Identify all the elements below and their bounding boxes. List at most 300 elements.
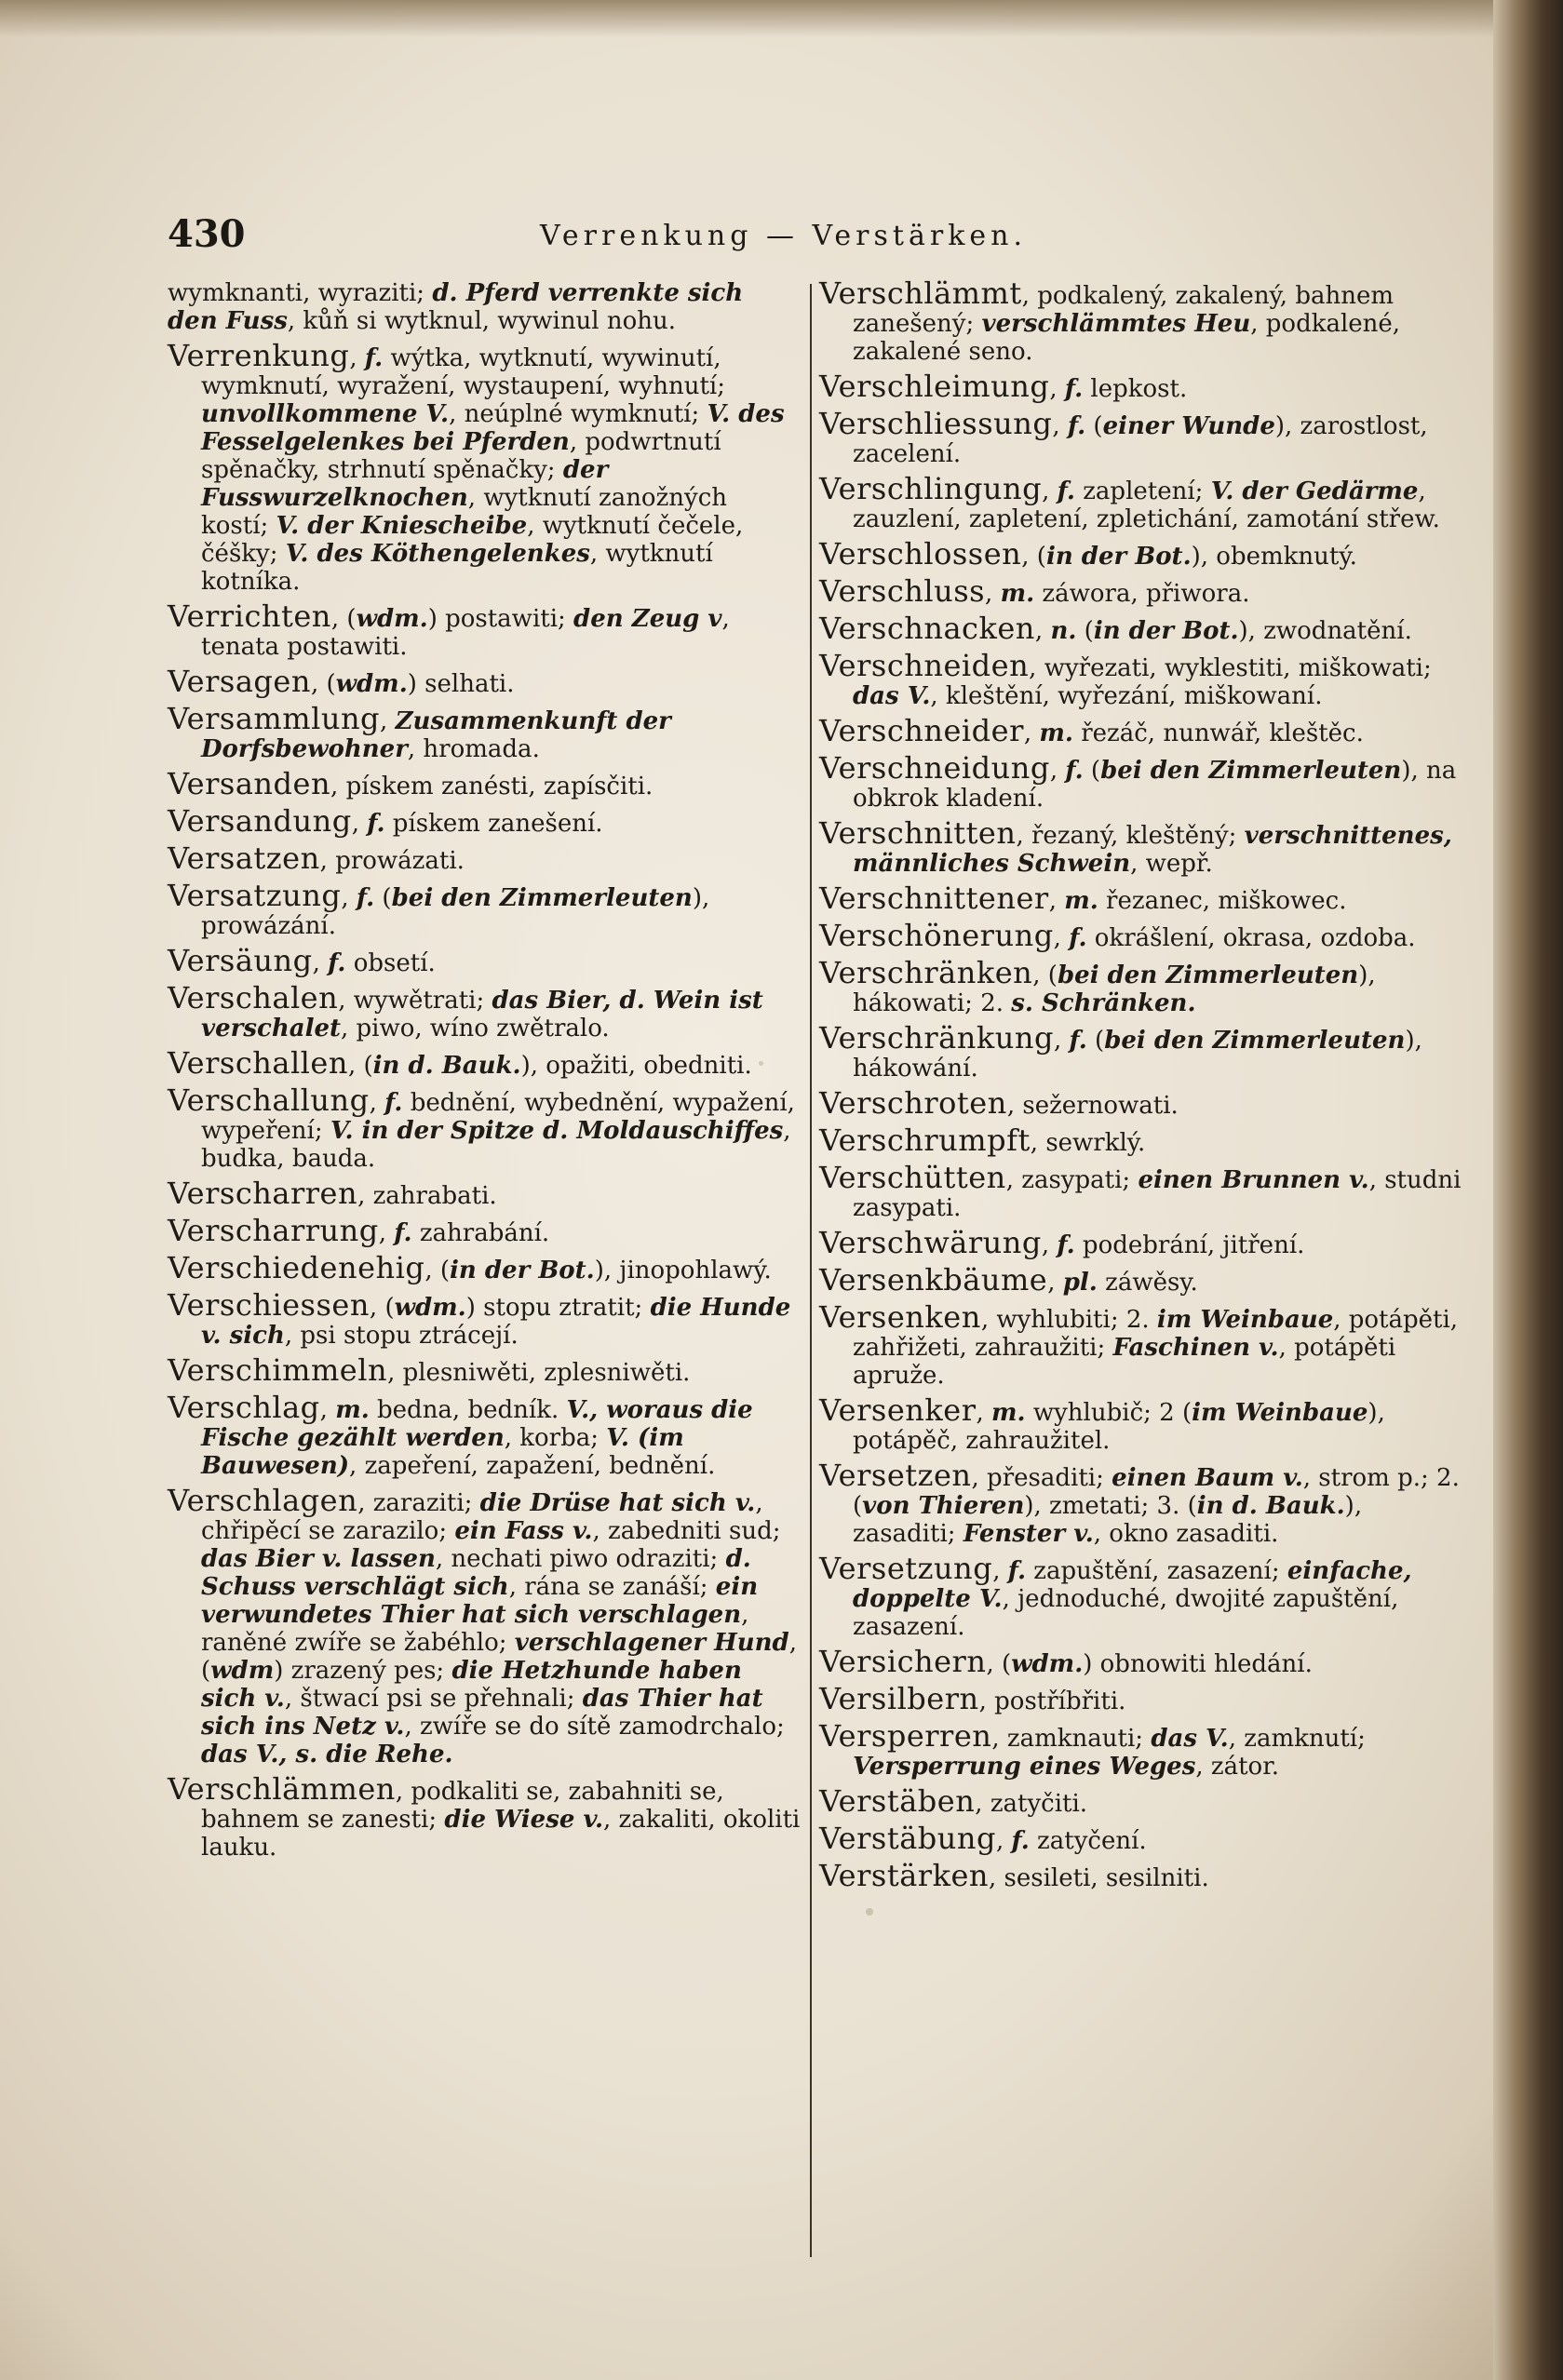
entry-german-phrase: m. bbox=[1064, 887, 1098, 915]
entry-definition: ( bbox=[374, 884, 392, 912]
dictionary-entry bbox=[819, 1681, 1462, 1716]
entry-german-phrase: f. bbox=[384, 1089, 403, 1117]
entry-definition: , ( bbox=[201, 1629, 797, 1685]
entry-definition: , budka, bauda. bbox=[201, 1117, 791, 1173]
left-column bbox=[168, 279, 801, 1868]
entry-definition: , neúplné wymknutí; bbox=[449, 400, 707, 428]
entry-german-phrase: f. bbox=[1067, 412, 1086, 440]
entry-german-phrase: in der Bot. bbox=[450, 1257, 595, 1284]
entry-headword: Versandung bbox=[168, 803, 352, 839]
entry-definition: , ( bbox=[1021, 543, 1046, 571]
entry-headword: Verstäben bbox=[819, 1783, 976, 1819]
entry-headword: Verschlämmen bbox=[168, 1771, 396, 1807]
entry-definition: ) selhati. bbox=[407, 670, 515, 698]
entry-german-phrase: die Wiese v. bbox=[444, 1806, 603, 1834]
entry-german-phrase: f. bbox=[1069, 1027, 1087, 1055]
dictionary-entry bbox=[168, 766, 801, 801]
entry-german-phrase: ein verwundetes Thier hat sich verschlagen bbox=[201, 1573, 759, 1629]
entry-definition: ), zarostlost, zacelení. bbox=[853, 412, 1428, 468]
entry-definition: , okno zasaditi. bbox=[1093, 1520, 1279, 1548]
dictionary-entry bbox=[819, 918, 1462, 953]
entry-definition: , wytknutí kotníka. bbox=[201, 540, 713, 596]
entry-german-phrase: bei den Zimmerleuten bbox=[1057, 961, 1359, 989]
entry-definition: wymknanti, wyraziti; bbox=[168, 279, 433, 307]
entry-headword: Verstäbung bbox=[819, 1821, 996, 1856]
dictionary-entry bbox=[819, 713, 1462, 748]
entry-german-phrase: V. (im Bauwesen) bbox=[201, 1424, 684, 1480]
entry-german-phrase: im Weinbaue bbox=[1156, 1306, 1334, 1334]
entry-headword: Versenker bbox=[819, 1392, 977, 1428]
dictionary-entry bbox=[168, 1082, 801, 1173]
entry-definition: , psi stopu ztrácejí. bbox=[284, 1322, 519, 1350]
entry-definition: , chřipěcí se zarazilo; bbox=[201, 1489, 763, 1545]
entry-definition: wyhlubič; 2 ( bbox=[1025, 1399, 1192, 1427]
entry-definition: zapletení; bbox=[1074, 477, 1211, 505]
dictionary-entry bbox=[819, 1262, 1462, 1298]
entry-german-phrase: in der Bot. bbox=[1045, 543, 1192, 571]
entry-headword: Verschliessung bbox=[819, 406, 1053, 441]
entry-definition: wýtka, wytknutí, wywinutí, wymknutí, wyražení, wystaupení, wyhnutí; bbox=[201, 344, 725, 400]
dictionary-entry bbox=[819, 611, 1462, 646]
dictionary-entry bbox=[819, 369, 1462, 404]
entry-definition: , bbox=[349, 344, 365, 372]
entry-headword: Versetzen bbox=[819, 1458, 972, 1493]
entry-definition: zapuštění, zasazení; bbox=[1026, 1557, 1287, 1585]
entry-definition: , zahrabati. bbox=[357, 1182, 497, 1210]
entry-german-phrase: f. bbox=[356, 884, 375, 912]
entry-headword: Verschroten bbox=[819, 1085, 1007, 1121]
entry-definition: ) postawiti; bbox=[427, 605, 574, 633]
right-column bbox=[819, 276, 1462, 1899]
entry-headword: Verschallung bbox=[168, 1082, 370, 1118]
dictionary-entry bbox=[168, 980, 801, 1042]
entry-headword: Verschwärung bbox=[819, 1225, 1042, 1260]
entry-definition: ), obemknutý. bbox=[1191, 543, 1357, 571]
entry-german-phrase: f. bbox=[1007, 1557, 1027, 1585]
entry-definition: , studni zasypati. bbox=[853, 1166, 1462, 1222]
entry-german-phrase: von Thieren bbox=[862, 1492, 1025, 1520]
dictionary-entry bbox=[819, 1644, 1462, 1679]
entry-definition: , wyřezati, wyklestiti, miškowati; bbox=[1029, 654, 1432, 682]
entry-definition: ( bbox=[1076, 617, 1094, 645]
dictionary-entry bbox=[819, 1551, 1462, 1641]
dictionary-entry bbox=[819, 1299, 1462, 1390]
dictionary-entry bbox=[819, 1718, 1462, 1781]
entry-headword: Versenken bbox=[819, 1299, 981, 1335]
entry-headword: Verschiedenehig bbox=[168, 1250, 425, 1285]
entry-german-phrase: f. bbox=[1011, 1827, 1030, 1855]
page-top-edge bbox=[0, 0, 1563, 37]
entry-german-phrase: den Zeug v bbox=[573, 605, 722, 633]
entry-german-phrase: V. des Köthengelenkes bbox=[285, 540, 590, 568]
entry-definition: ), hákowati; 2. bbox=[853, 961, 1376, 1017]
entry-german-phrase: V. in der Spitze d. Moldauschiffes bbox=[330, 1117, 784, 1145]
entry-definition: , bbox=[1048, 887, 1065, 915]
dictionary-entry bbox=[819, 1458, 1462, 1548]
entry-german-phrase: d. Schuss verschlägt sich bbox=[201, 1545, 751, 1601]
dictionary-entry bbox=[819, 1821, 1462, 1856]
entry-definition: , kůň si wytknul, wywinul nohu. bbox=[287, 307, 677, 335]
dictionary-entry bbox=[819, 1085, 1462, 1121]
running-title: Verrenkung — Verstärken. bbox=[540, 220, 1027, 252]
entry-headword: Versetzung bbox=[819, 1551, 993, 1586]
entry-headword: Verschlingung bbox=[819, 471, 1043, 506]
entry-headword: Verschluss bbox=[819, 573, 986, 609]
entry-definition: , zauzlení, zapletení, zpletichání, zamotání střew. bbox=[853, 477, 1440, 533]
entry-definition: , sewrklý. bbox=[1030, 1129, 1146, 1157]
entry-headword: Verschnacken bbox=[819, 611, 1035, 646]
entry-german-phrase: bei den Zimmerleuten bbox=[1104, 1027, 1406, 1055]
entry-definition: , bbox=[985, 580, 1001, 608]
entry-headword: Verschnitten bbox=[819, 815, 1017, 851]
entry-german-phrase: die Drüse hat sich v. bbox=[479, 1489, 756, 1517]
entry-german-phrase: das V. bbox=[1151, 1725, 1229, 1753]
entry-definition: ( bbox=[1083, 757, 1101, 785]
dictionary-entry bbox=[819, 955, 1462, 1017]
entry-definition: , bbox=[1042, 477, 1058, 505]
entry-definition: , ( bbox=[424, 1257, 451, 1284]
entry-german-phrase: n. bbox=[1050, 617, 1077, 645]
dictionary-entry bbox=[819, 471, 1462, 533]
dictionary-entry bbox=[819, 573, 1462, 609]
entry-definition: , plesniwěti, zplesniwěti. bbox=[387, 1359, 691, 1387]
entry-definition: , sežernowati. bbox=[1006, 1092, 1179, 1120]
entry-german-phrase: wdm. bbox=[1011, 1650, 1084, 1678]
book-spine bbox=[1493, 0, 1563, 2380]
entry-definition: , sesileti, sesilniti. bbox=[989, 1864, 1209, 1892]
entry-definition: podebrání, jitření. bbox=[1074, 1231, 1305, 1259]
entry-definition: , rána se zanáší; bbox=[508, 1573, 716, 1601]
entry-headword: Verschränkung bbox=[819, 1020, 1054, 1056]
entry-definition: , potápěti, zahřižeti, zahraužiti; bbox=[853, 1306, 1459, 1362]
entry-definition: , bbox=[1041, 1231, 1058, 1259]
dictionary-entry bbox=[819, 1020, 1462, 1082]
entry-definition: , nechati piwo odraziti; bbox=[435, 1545, 726, 1573]
dictionary-entry bbox=[819, 1392, 1462, 1455]
dictionary-entry bbox=[819, 648, 1462, 710]
entry-definition: , bbox=[341, 884, 357, 912]
entry-headword: Verscharrung bbox=[168, 1213, 379, 1248]
entry-german-phrase: das V., s. die Rehe. bbox=[201, 1741, 453, 1768]
entry-german-phrase: der Fusswurzelknochen bbox=[201, 456, 609, 512]
dictionary-entry bbox=[819, 276, 1462, 366]
entry-definition: , jednoduché, dwojité zapuštění, zasazení. bbox=[853, 1585, 1399, 1641]
entry-headword: Verschiessen bbox=[168, 1287, 370, 1323]
entry-headword: Verschlämmt bbox=[819, 276, 1022, 311]
dictionary-entry bbox=[168, 1771, 801, 1862]
entry-definition: , bbox=[1053, 924, 1070, 952]
entry-definition: řezanec, miškowec. bbox=[1098, 887, 1347, 915]
entry-headword: Versammlung bbox=[168, 701, 381, 736]
entry-definition: , zapeření, zapažení, bednění. bbox=[349, 1452, 716, 1480]
entry-german-phrase: d. Pferd verrenkte sich den Fuss bbox=[168, 279, 744, 335]
entry-headword: Verrenkung bbox=[168, 338, 350, 373]
entry-headword: Verschönerung bbox=[819, 918, 1054, 953]
entry-definition: , bbox=[312, 949, 329, 977]
entry-german-phrase: f. bbox=[328, 949, 346, 977]
entry-german-phrase: Versperrung eines Weges bbox=[853, 1753, 1196, 1781]
dictionary-entry bbox=[819, 1160, 1462, 1222]
dictionary-entry bbox=[168, 1176, 801, 1211]
entry-definition: ), jinopohlawý. bbox=[594, 1257, 772, 1284]
entry-german-phrase: in der Bot. bbox=[1093, 617, 1239, 645]
entry-definition: , ( bbox=[369, 1294, 395, 1322]
entry-definition: , ( bbox=[1032, 961, 1058, 989]
entry-german-phrase: das Thier hat sich ins Netz v. bbox=[201, 1685, 763, 1741]
entry-german-phrase: wdm bbox=[210, 1657, 275, 1685]
entry-definition: pískem zanešení. bbox=[384, 810, 603, 838]
entry-definition: lepkost. bbox=[1083, 375, 1188, 403]
entry-german-phrase: f. bbox=[1065, 757, 1084, 785]
entry-german-phrase: m. bbox=[335, 1396, 370, 1424]
entry-headword: Versagen bbox=[168, 664, 311, 699]
dictionary-entry bbox=[819, 1858, 1462, 1893]
entry-headword: Versäung bbox=[168, 943, 313, 978]
entry-german-phrase: das Bier v. lassen bbox=[201, 1545, 436, 1573]
entry-headword: Verschneider bbox=[819, 713, 1024, 748]
entry-german-phrase: verschlämmtes Heu bbox=[981, 310, 1251, 338]
entry-definition: , zwíře se do sítě zamodrchalo; bbox=[404, 1713, 785, 1741]
entry-definition: záwěsy. bbox=[1097, 1269, 1198, 1297]
dictionary-entry bbox=[819, 815, 1462, 878]
entry-german-phrase: s. Schränken. bbox=[1011, 989, 1196, 1017]
entry-definition: ) obnowiti hledání. bbox=[1083, 1650, 1313, 1678]
entry-german-phrase: verschlagener Hund bbox=[514, 1629, 789, 1657]
entry-definition: , pískem zanésti, zapísčiti. bbox=[330, 773, 653, 800]
entry-definition: , bbox=[1053, 1027, 1070, 1055]
entry-german-phrase: f. bbox=[1057, 1231, 1075, 1259]
entry-german-phrase: Fenster v. bbox=[963, 1520, 1094, 1548]
dictionary-entry bbox=[168, 1287, 801, 1350]
page-header bbox=[168, 212, 1098, 268]
entry-definition: , podkalený, zakalený, bahnem zanešený; bbox=[853, 282, 1394, 338]
entry-headword: Versatzen bbox=[168, 840, 320, 876]
entry-definition: ), hákowání. bbox=[853, 1027, 1422, 1082]
entry-german-phrase: die Hunde v. sich bbox=[201, 1294, 791, 1350]
entry-headword: Verschrumpft bbox=[819, 1123, 1031, 1158]
dictionary-entry bbox=[168, 279, 801, 335]
dictionary-entry bbox=[819, 536, 1462, 571]
entry-definition: okrášlení, okrasa, ozdoba. bbox=[1086, 924, 1416, 952]
entry-definition: , bbox=[1034, 617, 1051, 645]
entry-german-phrase: f. bbox=[364, 344, 384, 372]
dictionary-entry bbox=[168, 664, 801, 699]
dictionary-entry bbox=[168, 1352, 801, 1388]
entry-definition: , podwrtnutí spěnačky, strhnutí spěnačky; bbox=[201, 428, 721, 484]
dictionary-entry bbox=[168, 878, 801, 940]
entry-german-phrase: wdm. bbox=[356, 605, 428, 633]
entry-definition: , zamknutí; bbox=[1228, 1725, 1366, 1753]
entry-definition: , zaraziti; bbox=[357, 1489, 480, 1517]
entry-definition: , strom p.; 2. ( bbox=[853, 1464, 1460, 1520]
entry-headword: Verschneiden bbox=[819, 648, 1030, 683]
entry-headword: Verschalen bbox=[168, 980, 339, 1015]
entry-german-phrase: in d. Bauk. bbox=[372, 1052, 521, 1080]
entry-definition: ) stopu ztratit; bbox=[465, 1294, 651, 1322]
dictionary-entry bbox=[168, 840, 801, 876]
entry-definition: , zakaliti, okoliti lauku. bbox=[201, 1806, 801, 1862]
dictionary-entry bbox=[819, 881, 1462, 916]
entry-definition: , bbox=[319, 1396, 336, 1424]
entry-definition: , bbox=[1049, 757, 1066, 785]
entry-definition: , hromada. bbox=[407, 735, 540, 763]
entry-definition: , bbox=[369, 1089, 385, 1117]
entry-definition: , zasypati; bbox=[1005, 1166, 1139, 1194]
entry-german-phrase: die Hetzhunde haben sich v. bbox=[201, 1657, 742, 1713]
entry-definition: ), potápěč, zahraužitel. bbox=[853, 1399, 1385, 1455]
entry-german-phrase: f. bbox=[1057, 477, 1075, 505]
entry-definition: , bbox=[351, 810, 368, 838]
entry-headword: Versatzung bbox=[168, 878, 342, 913]
entry-german-phrase: f. bbox=[1069, 924, 1087, 952]
entry-headword: Verschlagen bbox=[168, 1483, 358, 1518]
entry-definition: , potápěti apruže. bbox=[853, 1334, 1396, 1390]
entry-definition: , podkaliti se, zabahniti se, bahnem se zanesti; bbox=[201, 1778, 724, 1834]
dictionary-entry bbox=[819, 1783, 1462, 1819]
entry-german-phrase: m. bbox=[991, 1399, 1026, 1427]
entry-definition: , wytknutí čečele, čéšky; bbox=[201, 512, 744, 568]
entry-headword: Versperren bbox=[819, 1718, 992, 1754]
dictionary-entry bbox=[168, 1250, 801, 1285]
entry-definition: , korba; bbox=[504, 1424, 607, 1452]
entry-definition: , prowázati. bbox=[319, 847, 465, 875]
entry-german-phrase: in d. Bauk. bbox=[1196, 1492, 1345, 1520]
column-divider bbox=[810, 284, 812, 2257]
entry-definition: , zatyčiti. bbox=[975, 1790, 1088, 1818]
entry-definition: ), opažiti, obedniti. bbox=[520, 1052, 752, 1080]
entry-definition: bedna, bedník. bbox=[369, 1396, 567, 1424]
entry-definition: , bbox=[380, 707, 396, 735]
entry-definition: , raněné zwíře se žabéhlo; bbox=[201, 1601, 749, 1657]
entry-definition: , wytknutí zanožných kostí; bbox=[201, 484, 728, 540]
entry-headword: Verschlossen bbox=[819, 536, 1022, 571]
entry-definition: zatyčení. bbox=[1029, 1827, 1147, 1855]
entry-german-phrase: V. der Kniescheibe bbox=[276, 512, 528, 540]
entry-german-phrase: einer Wunde bbox=[1102, 412, 1275, 440]
entry-headword: Verrichten bbox=[168, 598, 331, 634]
entry-headword: Verschlag bbox=[168, 1390, 320, 1425]
entry-german-phrase: das Bier, d. Wein ist verschalet bbox=[201, 987, 763, 1042]
entry-definition: ( bbox=[1086, 1027, 1105, 1055]
entry-definition: , řezaný, kleštěný; bbox=[1016, 822, 1245, 850]
entry-headword: Verschallen bbox=[168, 1045, 348, 1081]
entry-headword: Verschränken bbox=[819, 955, 1033, 990]
entry-headword: Verstärken bbox=[819, 1858, 989, 1893]
entry-german-phrase: f. bbox=[1064, 375, 1084, 403]
entry-definition: , bbox=[378, 1219, 395, 1247]
entry-definition: ), na obkrok kladení. bbox=[853, 757, 1457, 813]
entry-headword: Verscharren bbox=[168, 1176, 358, 1211]
paper-spot bbox=[866, 1908, 873, 1916]
entry-headword: Verschleimung bbox=[819, 369, 1050, 404]
entry-german-phrase: einen Baum v. bbox=[1112, 1464, 1303, 1492]
entry-definition: , wyhlubiti; 2. bbox=[980, 1306, 1157, 1334]
entry-headword: Versanden bbox=[168, 766, 331, 801]
entry-german-phrase: wdm. bbox=[394, 1294, 466, 1322]
dictionary-entry bbox=[819, 406, 1462, 468]
entry-headword: Versilbern bbox=[819, 1681, 979, 1716]
entry-definition: , ( bbox=[310, 670, 336, 698]
entry-german-phrase: ein Fass v. bbox=[454, 1517, 593, 1545]
entry-definition: , zamknauti; bbox=[991, 1725, 1152, 1753]
entry-german-phrase: einfache, doppelte V. bbox=[853, 1557, 1412, 1613]
dictionary-entry bbox=[168, 598, 801, 661]
entry-definition: ) zrazený pes; bbox=[274, 1657, 452, 1685]
entry-definition: ), zasaditi; bbox=[853, 1492, 1363, 1548]
entry-german-phrase: verschnittenes, männliches Schwein bbox=[853, 822, 1452, 878]
entry-german-phrase: pl. bbox=[1062, 1269, 1098, 1297]
entry-headword: Verschneidung bbox=[819, 750, 1050, 786]
entry-definition: , tenata postawiti. bbox=[201, 605, 730, 661]
entry-german-phrase: V. des Fesselgelenkes bei Pferden bbox=[201, 400, 785, 456]
entry-definition: , bbox=[976, 1399, 992, 1427]
entry-german-phrase: f. bbox=[367, 810, 385, 838]
entry-headword: Verschütten bbox=[819, 1160, 1006, 1195]
entry-definition: , bbox=[1052, 412, 1068, 440]
entry-headword: Verschnittener bbox=[819, 881, 1049, 916]
entry-definition: řezáč, nunwář, kleštěc. bbox=[1072, 719, 1364, 747]
dictionary-entry bbox=[168, 1213, 801, 1248]
entry-definition: , zátor. bbox=[1195, 1753, 1280, 1781]
entry-definition: , bbox=[1047, 1269, 1063, 1297]
entry-german-phrase: das V. bbox=[853, 682, 931, 710]
dictionary-entry bbox=[819, 1225, 1462, 1260]
entry-german-phrase: bei den Zimmerleuten bbox=[1100, 757, 1402, 785]
entry-german-phrase: V. der Gedärme bbox=[1210, 477, 1419, 505]
dictionary-entry bbox=[168, 1483, 801, 1768]
dictionary-entry bbox=[168, 701, 801, 763]
dictionary-entry bbox=[168, 1390, 801, 1480]
entry-german-phrase: bei den Zimmerleuten bbox=[391, 884, 693, 912]
entry-definition: ( bbox=[1085, 412, 1103, 440]
entry-definition: , wywětrati; bbox=[338, 987, 492, 1015]
dictionary-entry bbox=[819, 1123, 1462, 1158]
entry-german-phrase: f. bbox=[394, 1219, 412, 1247]
entry-definition: ), prowázání. bbox=[201, 884, 710, 940]
entry-definition: , bbox=[1023, 719, 1040, 747]
entry-definition: , postříbřiti. bbox=[978, 1688, 1126, 1715]
entry-german-phrase: wdm. bbox=[335, 670, 408, 698]
dictionary-entry bbox=[819, 750, 1462, 813]
entry-german-phrase: unvollkommene V. bbox=[201, 400, 450, 428]
entry-definition: obsetí. bbox=[345, 949, 436, 977]
entry-german-phrase: im Weinbaue bbox=[1192, 1399, 1368, 1427]
entry-german-phrase: einen Brunnen v. bbox=[1138, 1166, 1369, 1194]
dictionary-entry bbox=[168, 1045, 801, 1081]
dictionary-entry bbox=[168, 803, 801, 839]
entry-definition: , ( bbox=[986, 1650, 1012, 1678]
entry-german-phrase: Zusammenkunft der Dorfsbewohner bbox=[201, 707, 671, 763]
dictionary-entry bbox=[168, 943, 801, 978]
entry-definition: , piwo, wíno zwětralo. bbox=[341, 1015, 610, 1042]
entry-german-phrase: m. bbox=[1039, 719, 1073, 747]
entry-definition: , wepř. bbox=[1130, 850, 1213, 878]
entry-definition: , přesaditi; bbox=[971, 1464, 1112, 1492]
entry-german-phrase: V., woraus die Fische gezählt werden bbox=[201, 1396, 753, 1452]
entry-headword: Versenkbäume bbox=[819, 1262, 1048, 1298]
entry-definition: , ( bbox=[330, 605, 357, 633]
entry-definition: , ( bbox=[347, 1052, 373, 1080]
entry-german-phrase: m. bbox=[1000, 580, 1035, 608]
entry-definition: , kleštění, wyřezání, miškowaní. bbox=[930, 682, 1323, 710]
entry-headword: Versichern bbox=[819, 1644, 987, 1679]
entry-definition: ), zmetati; 3. ( bbox=[1024, 1492, 1197, 1520]
entry-definition: , štwací psi se přehnali; bbox=[284, 1685, 583, 1713]
entry-definition: zahrabání. bbox=[411, 1219, 550, 1247]
entry-definition: , zabedniti sud; bbox=[592, 1517, 781, 1545]
entry-definition: , podkalené, zakalené seno. bbox=[853, 310, 1401, 366]
entry-german-phrase: Faschinen v. bbox=[1112, 1334, 1279, 1362]
